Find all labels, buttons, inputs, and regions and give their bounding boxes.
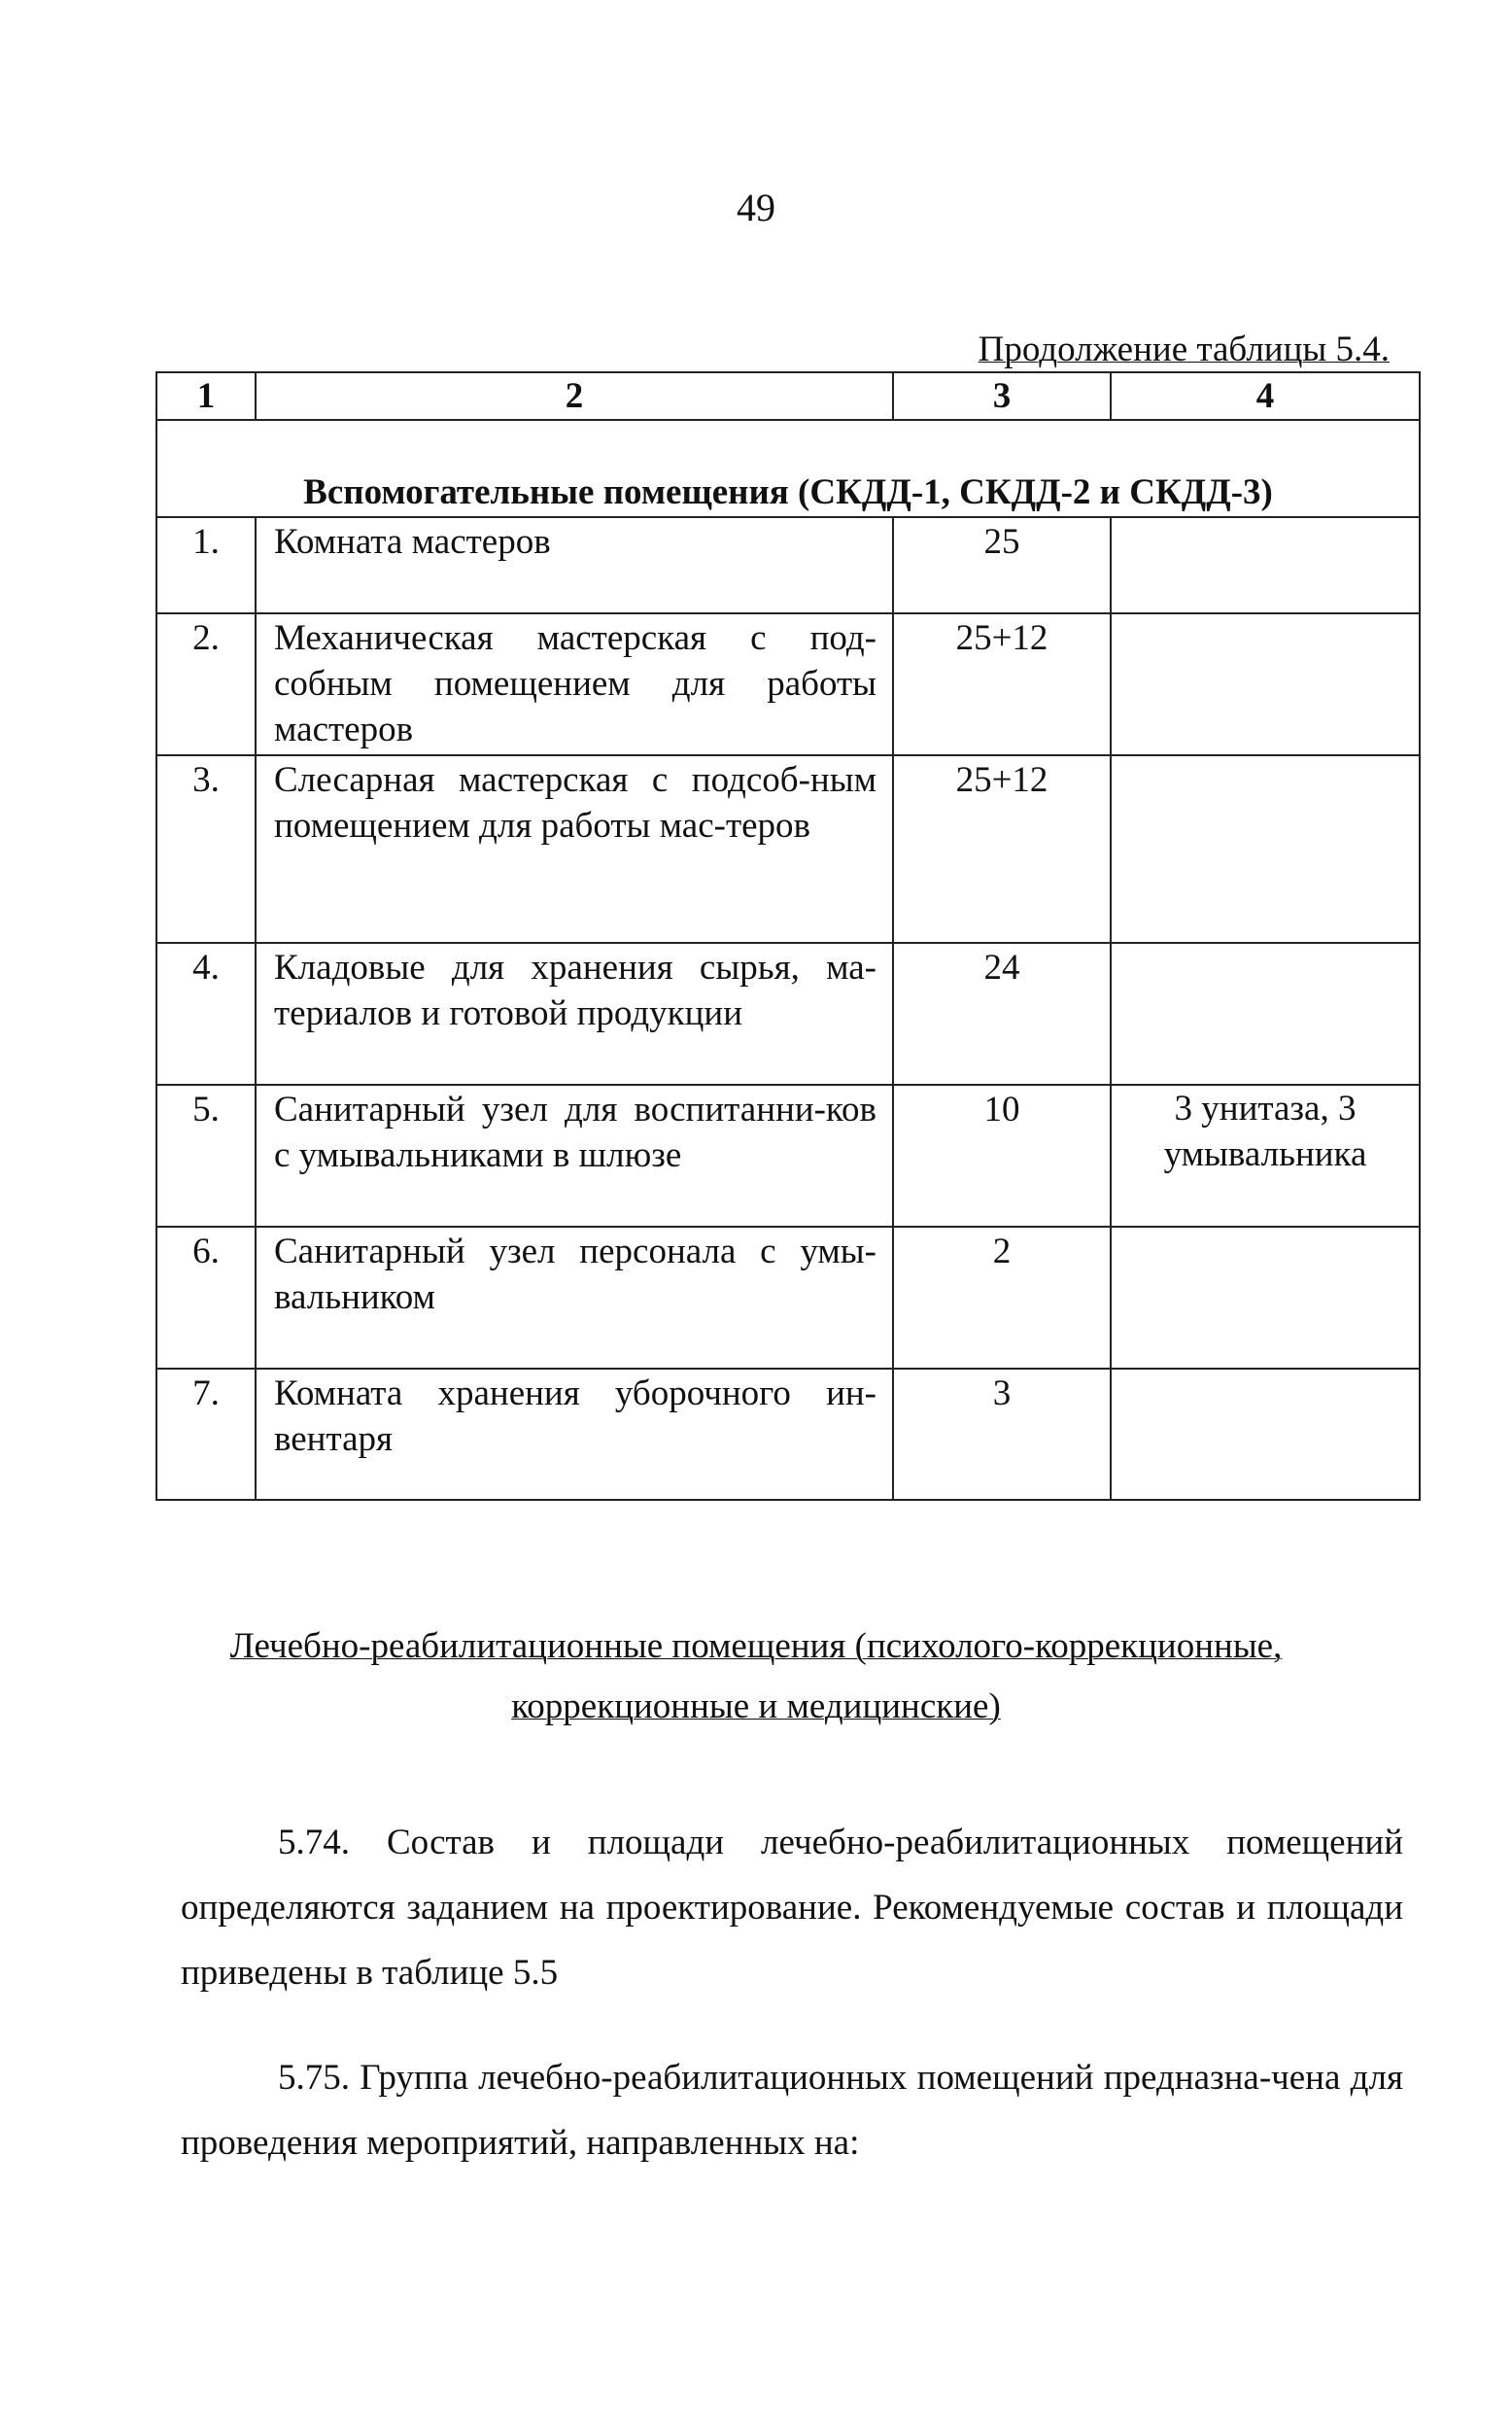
room-note [1111,1369,1420,1500]
table-row [156,755,1420,943]
room-name: Санитарный узел персонала с умы-вальником [256,1227,893,1369]
column-header: 1 [156,372,256,420]
table-header-row [156,372,1420,420]
room-area: 24 [893,943,1111,1085]
room-name: Механическая мастерская с под-собным помещением для работы мастеров [256,613,893,755]
row-number: 7. [156,1369,256,1500]
table-caption: Продолжение таблицы 5.4. [978,330,1390,369]
section-title: Вспомогательные помещения (СКДД-1, СКДД-2 и СКДД-3) [156,420,1420,517]
table-row [156,943,1420,1085]
room-area: 25 [893,517,1111,613]
row-number: 1. [156,517,256,613]
page-number: 49 [737,186,775,229]
room-area: 25+12 [893,755,1111,943]
paragraph-5-75: 5.75. Группа лечебно-реабилитационных помещений предназна-чена для проведения мероприятий, направленных на: [181,2058,1403,2163]
column-header: 4 [1111,372,1420,420]
room-area: 10 [893,1085,1111,1227]
room-note [1111,755,1420,943]
row-number: 3. [156,755,256,943]
room-name: Комната мастеров [256,517,893,613]
table-row [156,517,1420,613]
table-row [156,1085,1420,1227]
room-note [1111,943,1420,1085]
room-area: 2 [893,1227,1111,1369]
table-row [156,1227,1420,1369]
room-name: Слесарная мастерская с подсоб-ным помещением для работы мас-теров [256,755,893,943]
section-heading-line-2: коррекционные и медицинские) [511,1686,1001,1726]
room-name: Комната хранения уборочного ин-вентаря [256,1369,893,1500]
room-note [1111,517,1420,613]
column-header: 3 [893,372,1111,420]
room-note: 3 унитаза, 3 умывальника [1111,1085,1420,1227]
row-number: 6. [156,1227,256,1369]
room-note [1111,613,1420,755]
room-area: 25+12 [893,613,1111,755]
table-section-row [156,420,1420,517]
room-area: 3 [893,1369,1111,1500]
room-name: Санитарный узел для воспитанни-ков с умывальниками в шлюзе [256,1085,893,1227]
continuation-table [155,371,1421,1501]
table-row [156,613,1420,755]
room-note [1111,1227,1420,1369]
paragraph-5-74: 5.74. Состав и площади лечебно-реабилитационных помещений определяются заданием на проектирование. Рекомендуемые состав и площади приведены в таблице 5.5 [181,1823,1403,1993]
table-row [156,1369,1420,1500]
column-header: 2 [256,372,893,420]
section-heading-line-1: Лечебно-реабилитационные помещения (психолого-коррекционные, [229,1626,1283,1666]
room-name: Кладовые для хранения сырья, ма-териалов и готовой продукции [256,943,893,1085]
row-number: 4. [156,943,256,1085]
row-number: 5. [156,1085,256,1227]
row-number: 2. [156,613,256,755]
